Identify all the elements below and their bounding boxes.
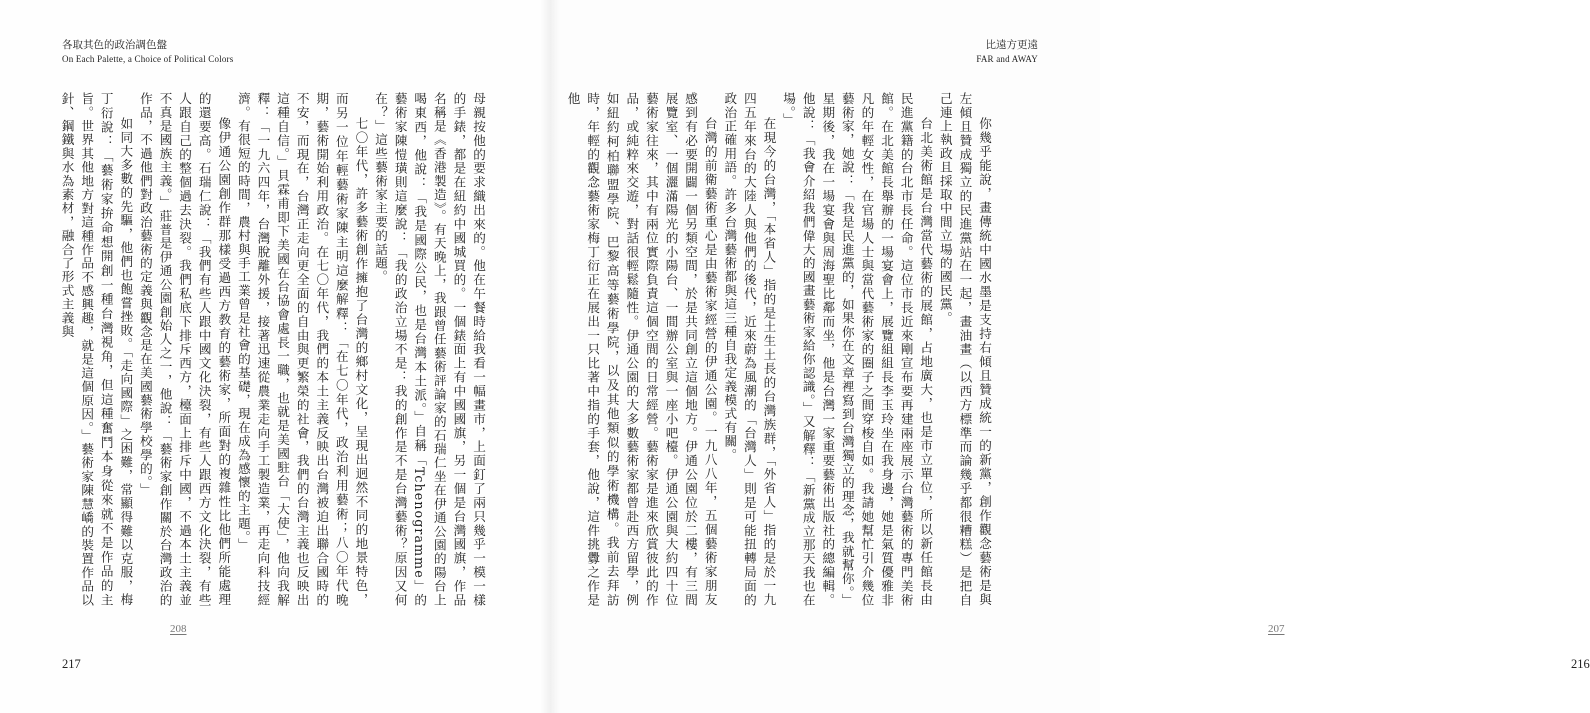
paragraph: 七〇年代，許多藝術創作擁抱了台灣的鄉村文化，呈現出迥然不同的地景特色，而另一位年輕藝術家陳主明這麼解釋：「在七〇年代，政治利用藝術；八〇年代晚期，藝術開始利用政治。在七〇年代，我們的本土主義反映出台灣被迫出聯合國時的不安，而現在，台灣正走向更全面的自由與更繁榮的社會，我們的台灣主義也反映出這種自信。」貝霖甫即下美國在台協會處長一職，也就是美國駐台「大使」，他向我解釋：「一九六四年，台灣脫離外援，接著迅速從農業走向手工製造業，再走向科技經濟。有很短的時間，農村與手工業曾是社會的基礎，現在成為感懷的主題。」 bbox=[235, 92, 369, 607]
paragraph: 母親按他的要求織出來的。他在午餐時給我看一幅畫市，上面釘了兩只幾乎一模一樣的手錶，都是在紐約中國城買的。一個錶面上有中國國旗，另一個是台灣國旗，作品名稱是《香港製造》。有天晚上，我跟曾任藝術評論家的石瑞仁坐在伊通公園的陽台上喝東西，他說：「我是國際公民，也是台灣本土派。」自稱「Tchenogramme」的藝術家陳愷璜則這麼說：「我的政治立場不是：我的創作是不是台灣藝術？原因又何在？」這些藝術家主要的話題。 bbox=[373, 92, 486, 607]
paragraph: 如同大多數的先驅，他們也飽嘗挫敗。「走向國際」之困難，常顯得難以克服，梅丁衍說：「藝術家拚命想開創一種台灣視角，但這種奮鬥本身從來就不是作品的主旨。世界其他地方對這種作品不感興趣，就是這個原因。」藝術家陳慧嶠的裝置作品以針、鋼鐵與水為素材，融合了形式主義與 bbox=[59, 92, 134, 607]
running-head-right bbox=[976, 38, 1038, 66]
paragraph: 台灣的前衛藝術重心是由藝術家經營的伊通公園。一九八八年，五個藝術家朋友感到有必要開闢一個另類空間，於是共同創立這個地方。伊通公園位於二樓，有三間展覽室、一個灑滿陽光的小陽台、一間辦公室與一座小吧檯。伊通公園與大約四十位藝術家往來，其中有兩位實際負責這個空間的日常經營。藝術家是進來欣賞彼此的作品，或純粹來交遊，對話很輕鬆隨性。伊通公園的大多數藝術家都曾赴西方留學，例如紐約柯柏聯盟學院、巴黎高等藝術學院，以及其他類似的學術機構。我前去拜訪時，年輕的觀念藝術家梅丁衍正在展出一只比著中指的手套，他說，這件挑釁之作是他 bbox=[565, 92, 718, 607]
running-head-title-zh: 比遠方更遠 bbox=[985, 39, 1038, 51]
running-head-title-en: On Each Palette, a Choice of Political Colors bbox=[62, 54, 234, 64]
body-text-left bbox=[59, 92, 488, 607]
original-page-number: 207 bbox=[1268, 623, 1285, 635]
running-head-left bbox=[62, 38, 233, 66]
paragraph: 台北美術館是台灣當代藝術的展館，占地廣大，也是市立單位，所以新任館長由民進黨籍的台北市長任命。這位市長近來剛宣布要再建兩座展示台灣藝術的專門美術館。在北美館長舉辦的一場宴會上，展覽組組長李玉玲坐在我身邊，她是氣質優雅非凡的年輕女性，在官場人士與當代藝術家的圈子之間穿梭自如。我請她幫忙引介幾位藝術家，她說：「我是民進黨的，如果你在文章裡寫到台灣獨立的理念，我就幫你。」星期後，我在一場宴會與周海聖比鄰而坐，他是台灣一家重要藝術出版社的總編輯。他說：「我會介紹我們偉大的國畫藝術家給你認識。」又解釋：「新黨成立那天我也在場。」 bbox=[781, 92, 934, 607]
page-number: 217 bbox=[62, 657, 81, 671]
paragraph: 你幾乎能說，畫傳統中國水墨是支持右傾且贊成統一的新黨，創作觀念藝術是與左傾且贊成獨立的民進黨站在一起，畫油畫（以西方標準而論幾乎都很糟糕）是把自己連上執政且採取中間立場的國民黨。 bbox=[937, 92, 992, 607]
page-number: 216 bbox=[1571, 657, 1590, 671]
paragraph: 像伊通公園創作群那樣受過西方教育的藝術家，所面對的複雜性比他們所能處理的還要高。石瑞仁說：「我們有些人跟中國文化決裂，有些人跟西方文化決裂，有些人跟自己的整個過去決裂。我們私底下排斥西方，檯面上排斥中國，不過本土主義並不真是國族主義。」莊普是伊通公園創始人之一，他說：「藝術家創作關於台灣政治的作品，不過他們對政治藝術的定義與觀念是在美國藝術學校學的。」 bbox=[137, 92, 232, 607]
original-page-number: 208 bbox=[170, 623, 187, 635]
left-page bbox=[0, 0, 550, 713]
paragraph: 在現今的台灣，「本省人」指的是土生土長的台灣族群，「外省人」指的是於一九四五年來台的大陸人與他們的後代，近來蔚為風潮的「台灣人」則是可能扭轉局面的政治正確用語。許多台灣藝術都與這三種自我定義模式有關。 bbox=[722, 92, 777, 607]
running-head-title-zh: 各取其色的政治調色盤 bbox=[62, 39, 167, 51]
body-text-right bbox=[565, 92, 994, 607]
running-head-title-en: FAR and AWAY bbox=[976, 54, 1038, 64]
book-gutter bbox=[540, 0, 560, 713]
